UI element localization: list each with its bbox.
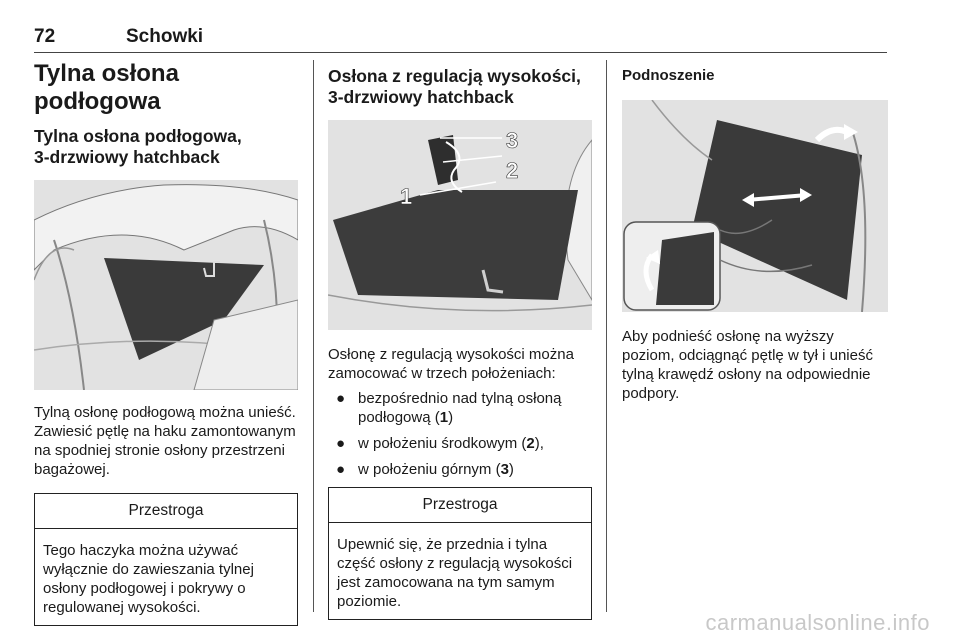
positions-list	[328, 389, 592, 479]
paragraph: Aby podnieść osłonę na wyższy poziom, odciągnąć pętlę w tył i unieść tylną krawędź osłony na odpowiednie podpory.	[622, 328, 873, 402]
callout-label: 2	[506, 158, 519, 183]
watermark: carmanualsonline.info	[705, 610, 930, 635]
column-3	[622, 60, 888, 403]
column-divider	[606, 60, 607, 612]
caution-title: Przestroga	[35, 494, 297, 529]
column-divider	[313, 60, 314, 612]
figure-height-cover	[328, 120, 592, 330]
subheading-line: 3-drzwiowy hatchback	[34, 147, 220, 167]
caution-box	[34, 493, 298, 626]
subheading: Podnoszenie	[622, 67, 715, 84]
figure-lifting	[622, 100, 888, 312]
list-item: ● bezpośrednio nad tylną osłoną podłogową (1)	[336, 390, 562, 426]
subheading-line: Osłona z regulacją wysokości,	[328, 66, 581, 86]
caution-text: Tego haczyka można używać wyłącznie do zawieszania tylnej osłony podłogowej i pokrywy o regulowanej wysokości.	[43, 542, 254, 616]
subheading-line: Tylna osłona podłogowa,	[34, 126, 242, 146]
page-header	[34, 22, 887, 53]
page-number: 72	[34, 26, 56, 47]
paragraph: Osłonę z regulacją wysokości można zamocować w trzech położeniach:	[328, 346, 574, 382]
paragraph: Tylną osłonę podłogową można unieść. Zawiesić pętlę na haku zamontowanym na spodniej stronie osłony przestrzeni bagażowej.	[34, 404, 296, 478]
caution-box	[328, 487, 592, 620]
list-item: ● w położeniu środkowym (2),	[336, 435, 544, 452]
figure-floor-cover	[34, 180, 298, 390]
column-2	[328, 60, 592, 620]
callout-label: 3	[506, 128, 519, 153]
subheading-line: 3-drzwiowy hatchback	[328, 87, 514, 107]
list-item: ● w położeniu górnym (3)	[336, 461, 514, 478]
caution-title: Przestroga	[329, 488, 591, 523]
caution-text: Upewnić się, że przednia i tylna część osłony z regulacją wysokości jest zamocowana na tym samym poziomie.	[337, 536, 573, 610]
column-1	[34, 60, 298, 626]
main-heading: Tylna osłona podłogowa	[34, 60, 179, 115]
section-title: Schowki	[126, 26, 204, 47]
callout-label: 1	[400, 184, 413, 209]
